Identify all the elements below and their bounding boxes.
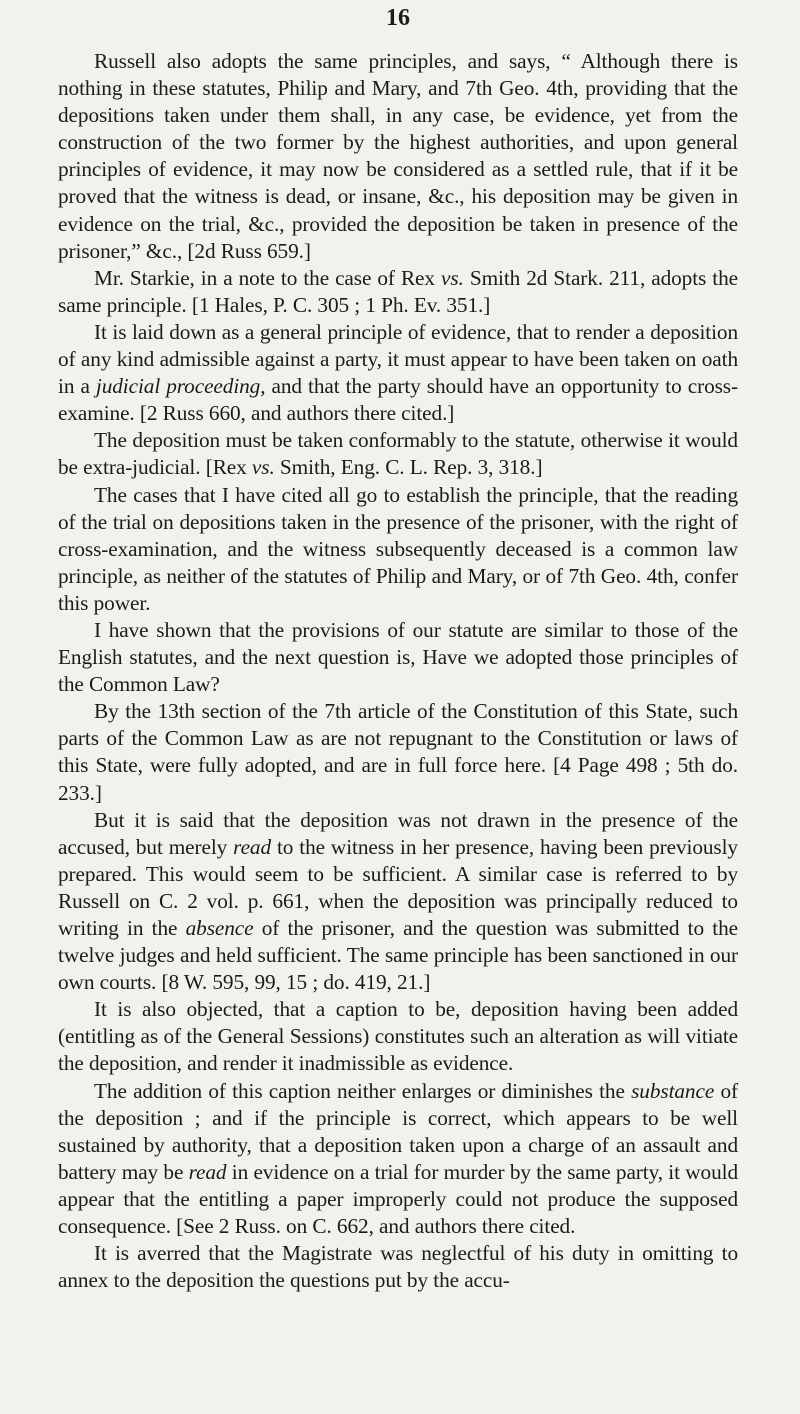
paragraph-caption-objection: It is also objected, that a caption to be, deposition having been added (entitling as of the General Sessions) constitutes such an alteration as will vitiate the deposition, and render it inadmissible as evidence. [58,997,738,1076]
page-number: 16 [386,5,410,31]
paragraph-general-principle: It is laid down as a general principle of evidence, that to render a deposition of any kind admissible against a party, it must appear to have been taken on oath in a judicial proceeding, and that the party should have an opportunity to cross-examine. [2 Russ 660, and authors there cited.] [58,319,738,426]
paragraph-magistrate: It is averred that the Magistrate was neglectful of his duty in omitting to annex to the deposition the questions put by the accu- [58,1241,738,1293]
paragraph-conformity: The deposition must be taken conformably to the statute, otherwise it would be extra-judicial. [Rex vs. Smith, Eng. C. L. Rep. 3, 318.] [58,428,738,480]
paragraph-caption-addition: The addition of this caption neither enlarges or diminishes the substance of the deposition ; and if the principle is correct, which appears to be well sustained by authority, that a deposition taken upon a charge of an assault and battery may be read in evidence on a trial for murder by the same party, it would appear that the entitling a paper improperly could not produce the supposed consequence. [See 2 Russ. on C. 662, and authors there cited. [58,1078,738,1239]
paragraph-deposition-read: But it is said that the deposition was not drawn in the presence of the accused, but merely read to the witness in her presence, having been previously prepared. This would seem to be sufficient. A similar case is referred to by Russell on C. 2 vol. p. 661, when the deposition was principally reduced to writing in the absence of the prisoner, and the question was submitted to the twelve judges and held sufficient. The same principle has been sanctioned in our own courts. [8 W. 595, 99, 15 ; do. 419, 21.] [58,807,739,995]
paragraph-russell-quote: Russell also adopts the same principles, and says, “ Although there is nothing in these statutes, Philip and Mary, and 7th Geo. 4th, providing that the depositions taken under them shall, in any case, be evidence, yet from the construction of the two former by the highest authorities, and upon general principles of evidence, it may now be considered as a settled rule, that if it be proved that the witness is dead, or insane, &c., his deposition may be given in evidence on the trial, &c., provided the deposition be taken in presence of the prisoner,” &c., [2d Russ 659.] [58,49,738,263]
paragraph-constitution: By the 13th section of the 7th article of the Constitution of this State, such parts of the Common Law as are not repugnant to the Constitution or laws of this State, were fully adopted, and are in full force here. [4 Page 498 ; 5th do. 233.] [58,699,738,805]
paragraph-starkie-note: Mr. Starkie, in a note to the case of Rex vs. Smith 2d Stark. 211, adopts the same principle. [1 Hales, P. C. 305 ; 1 Ph. Ev. 351.] [58,265,738,317]
paragraph-cases-cited: The cases that I have cited all go to establish the principle, that the reading of the trial on depositions taken in the presence of the prisoner, with the right of cross-examination, and the witness subsequently deceased is a common law principle, as neither of the statutes of Philip and Mary, or of 7th Geo. 4th, confer this power. [58,482,738,615]
paragraph-provisions: I have shown that the provisions of our statute are similar to those of the English statutes, and the next question is, Have we adopted those principles of the Common Law? [58,617,738,697]
